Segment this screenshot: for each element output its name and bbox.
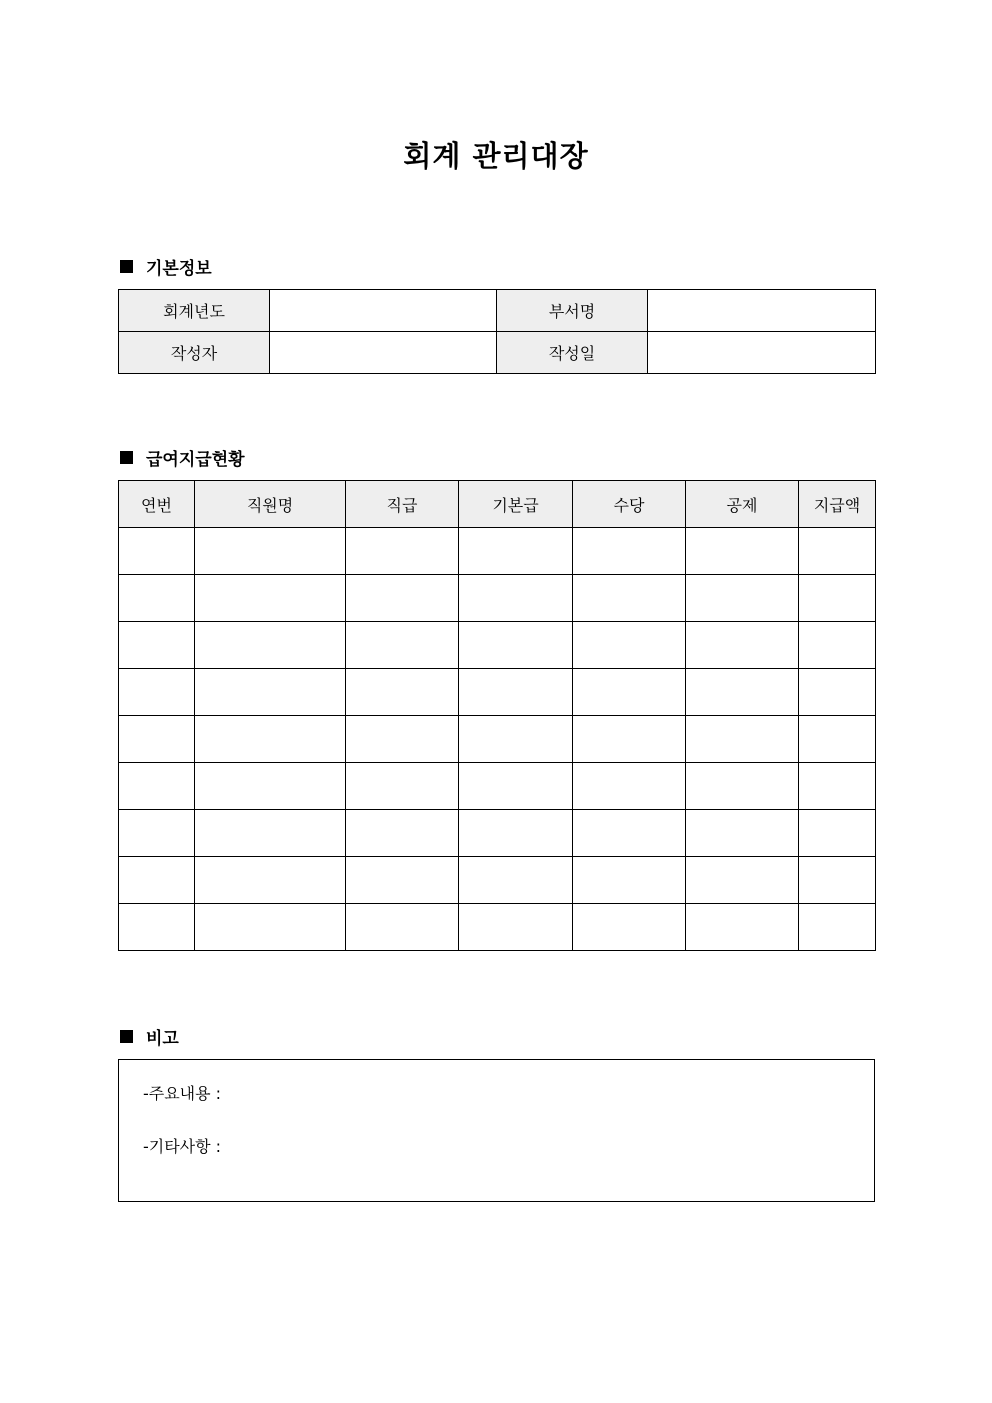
- table-row: [119, 622, 876, 669]
- document-title: 회계 관리대장: [403, 139, 589, 173]
- column-header-no: 연번: [119, 481, 195, 528]
- table-row: [119, 857, 876, 904]
- table-cell[interactable]: [686, 763, 799, 810]
- section-heading-label: 기본정보: [146, 259, 212, 279]
- table-cell[interactable]: [573, 622, 686, 669]
- table-row: [119, 810, 876, 857]
- field-date[interactable]: [648, 332, 876, 374]
- field-author[interactable]: [270, 332, 497, 374]
- table-cell[interactable]: [799, 528, 876, 575]
- table-cell[interactable]: [686, 669, 799, 716]
- table-cell[interactable]: [799, 904, 876, 951]
- table-cell[interactable]: [119, 810, 195, 857]
- table-cell[interactable]: [195, 575, 346, 622]
- table-cell[interactable]: [195, 622, 346, 669]
- table-cell[interactable]: [459, 857, 573, 904]
- table-cell[interactable]: [573, 810, 686, 857]
- table-cell[interactable]: [799, 575, 876, 622]
- label-fiscal-year: 회계년도: [119, 290, 270, 332]
- table-cell[interactable]: [459, 716, 573, 763]
- table-cell[interactable]: [195, 810, 346, 857]
- section-heading-payroll: [120, 445, 245, 470]
- table-cell[interactable]: [686, 622, 799, 669]
- table-cell[interactable]: [119, 528, 195, 575]
- table-cell[interactable]: [195, 528, 346, 575]
- table-cell[interactable]: [119, 575, 195, 622]
- table-cell[interactable]: [346, 810, 459, 857]
- table-cell[interactable]: [459, 904, 573, 951]
- column-header-allowance: 수당: [573, 481, 686, 528]
- column-header-position: 직급: [346, 481, 459, 528]
- column-header-base-pay: 기본급: [459, 481, 573, 528]
- table-cell[interactable]: [346, 763, 459, 810]
- table-cell[interactable]: [686, 528, 799, 575]
- table-row: [119, 290, 876, 332]
- table-cell[interactable]: [459, 810, 573, 857]
- table-cell[interactable]: [346, 622, 459, 669]
- section-heading-label: 비고: [146, 1029, 179, 1049]
- table-cell[interactable]: [799, 810, 876, 857]
- field-department[interactable]: [648, 290, 876, 332]
- table-cell[interactable]: [799, 763, 876, 810]
- table-cell[interactable]: [686, 716, 799, 763]
- table-cell[interactable]: [346, 528, 459, 575]
- table-cell[interactable]: [686, 575, 799, 622]
- table-cell[interactable]: [346, 716, 459, 763]
- table-cell[interactable]: [573, 575, 686, 622]
- section-heading-remarks: [120, 1024, 179, 1049]
- table-cell[interactable]: [573, 669, 686, 716]
- table-cell[interactable]: [195, 669, 346, 716]
- table-cell[interactable]: [799, 622, 876, 669]
- table-cell[interactable]: [346, 575, 459, 622]
- table-cell[interactable]: [459, 669, 573, 716]
- table-cell[interactable]: [119, 669, 195, 716]
- table-row: [119, 528, 876, 575]
- column-header-employee-name: 직원명: [195, 481, 346, 528]
- square-bullet-icon: [120, 451, 133, 464]
- column-header-deduction: 공제: [686, 481, 799, 528]
- table-row: [119, 716, 876, 763]
- table-cell[interactable]: [346, 669, 459, 716]
- table-cell[interactable]: [686, 904, 799, 951]
- table-cell[interactable]: [195, 857, 346, 904]
- table-row: [119, 904, 876, 951]
- table-cell[interactable]: [346, 857, 459, 904]
- table-row: [119, 669, 876, 716]
- label-department: 부서명: [497, 290, 648, 332]
- table-cell[interactable]: [573, 763, 686, 810]
- table-header-row: [119, 481, 876, 528]
- table-cell[interactable]: [799, 857, 876, 904]
- table-cell[interactable]: [459, 622, 573, 669]
- table-cell[interactable]: [573, 528, 686, 575]
- section-heading-basic-info: [120, 254, 212, 279]
- table-row: [119, 332, 876, 374]
- label-date: 작성일: [497, 332, 648, 374]
- remark-other-matters: -기타사항 :: [143, 1137, 222, 1156]
- field-fiscal-year[interactable]: [270, 290, 497, 332]
- table-row: [119, 575, 876, 622]
- payroll-table: [118, 480, 876, 951]
- table-cell[interactable]: [346, 904, 459, 951]
- table-cell[interactable]: [573, 904, 686, 951]
- table-cell[interactable]: [686, 857, 799, 904]
- table-cell[interactable]: [119, 904, 195, 951]
- table-cell[interactable]: [799, 669, 876, 716]
- basic-info-table: [118, 289, 876, 374]
- table-cell[interactable]: [459, 528, 573, 575]
- table-cell[interactable]: [459, 575, 573, 622]
- table-cell[interactable]: [119, 857, 195, 904]
- square-bullet-icon: [120, 1030, 133, 1043]
- square-bullet-icon: [120, 260, 133, 273]
- label-author: 작성자: [119, 332, 270, 374]
- table-cell[interactable]: [195, 763, 346, 810]
- table-cell[interactable]: [686, 810, 799, 857]
- remarks-box[interactable]: [118, 1059, 875, 1202]
- table-cell[interactable]: [459, 763, 573, 810]
- table-cell[interactable]: [799, 716, 876, 763]
- table-cell[interactable]: [573, 857, 686, 904]
- table-cell[interactable]: [119, 763, 195, 810]
- remark-main-content: -주요내용 :: [143, 1084, 222, 1103]
- column-header-net-pay: 지급액: [799, 481, 876, 528]
- table-cell[interactable]: [573, 716, 686, 763]
- table-cell[interactable]: [119, 716, 195, 763]
- table-cell[interactable]: [195, 904, 346, 951]
- section-heading-label: 급여지급현황: [146, 450, 245, 470]
- table-cell[interactable]: [119, 622, 195, 669]
- table-row: [119, 763, 876, 810]
- table-cell[interactable]: [195, 716, 346, 763]
